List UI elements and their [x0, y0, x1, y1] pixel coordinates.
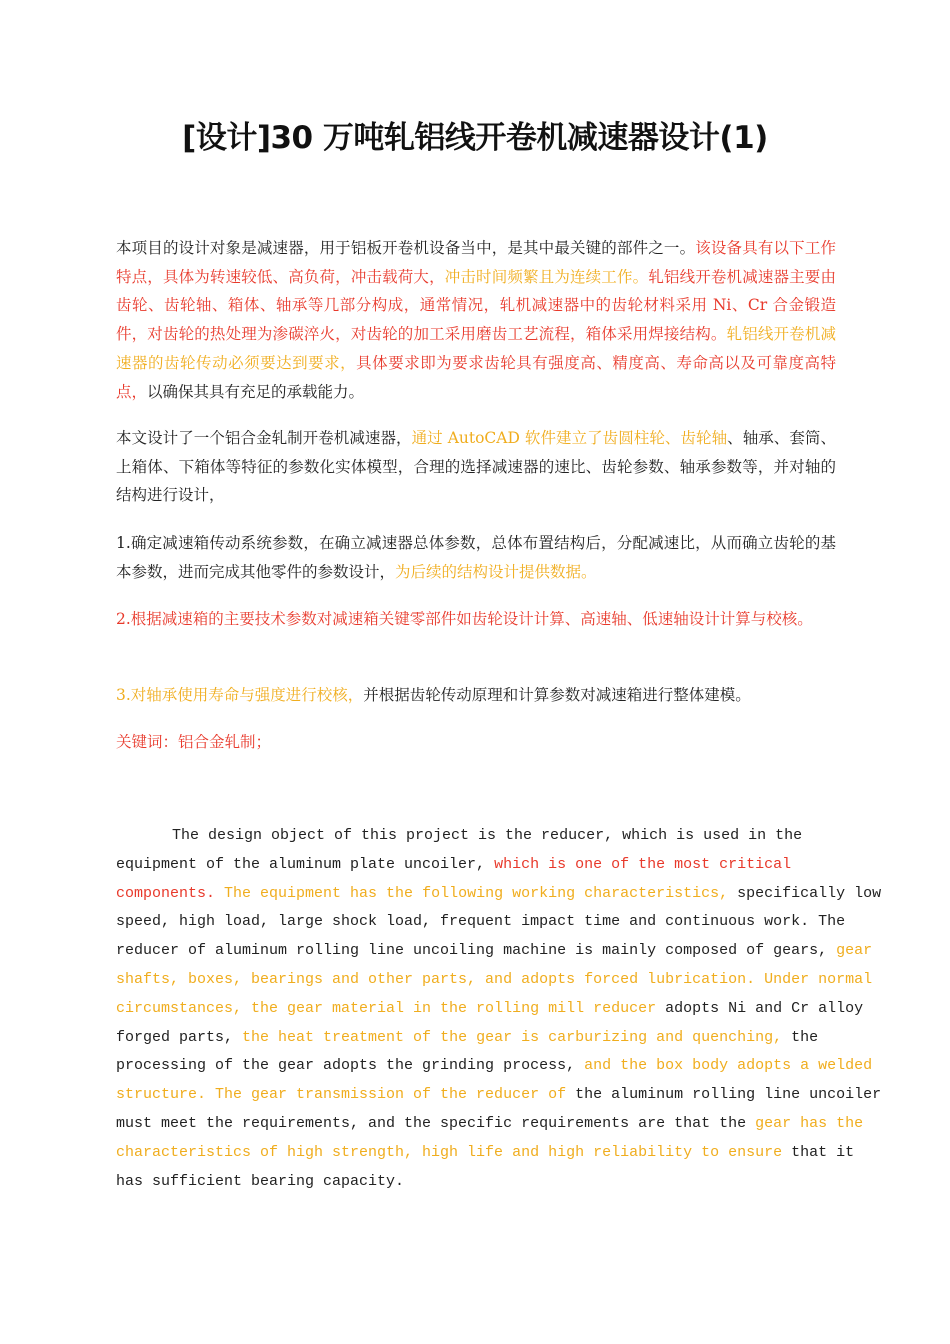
text-run: gear has the [755, 1114, 864, 1132]
text-run: 轧铝线开卷机减速器的齿轮传动必须要达到要求， [116, 325, 836, 372]
text-run: shafts, boxes, bearings and other parts, and adopts forced lubrication. Under normal [116, 970, 873, 988]
text-run: characteristics of high strength, high life and high reliability to ensure [116, 1143, 783, 1161]
text-run: 关键词：铝合金轧制； [116, 733, 272, 751]
english-abstract [116, 822, 882, 1196]
document-title: [设计]30 万吨轧铝线开卷机减速器设计(1) [182, 120, 768, 156]
text-run: 冲击时间频繁且为连续工作。 [444, 267, 649, 286]
english-line [116, 1139, 855, 1168]
text-run: gear [836, 942, 873, 960]
text-run: The design object of this project is the reducer, which is used in the [172, 827, 803, 844]
english-line [116, 995, 864, 1024]
abstract-item-3 [116, 681, 836, 710]
text-run: 轧铝线开卷机减速器主要由齿轮、齿轮轴、箱体、轴承等几部分构成，通常情况，轧机减速器中的齿轮材料采用 Ni、Cr 合金锻造件，对齿轮的热处理为渗碳淬火，对齿轮的加工采用磨齿工艺流程，箱体采用焊接结构。 [116, 267, 836, 344]
abstract-paragraph-2 [116, 424, 836, 510]
text-run: 以确保其具有充足的承载能力。 [147, 382, 365, 401]
text-run: 1.确定减速箱传动系统参数，在确立减速器总体参数，总体布置结构后，分配减速比，从而确立齿轮的基本参数，进而完成其他零件的参数设计， [116, 534, 836, 581]
text-run: circumstances, the gear material in the rolling mill reducer [116, 999, 657, 1017]
text-run: forged parts, [116, 1028, 243, 1046]
english-line [116, 1110, 864, 1139]
text-run: specifically low [728, 884, 882, 902]
text-run: 本项目的设计对象是减速器，用于铝板开卷机设备当中，是其中最关键的部件之一。 [116, 239, 696, 257]
text-run: must meet the requirements, and the specific requirements are that the [116, 1114, 756, 1132]
text-run: 具体要求即为要求齿轮具有强度高、精度高、寿命高以及可靠度高特点， [116, 353, 836, 401]
text-run: reducer of aluminum rolling line uncoiling machine is mainly composed of gears, [116, 942, 837, 960]
english-line [116, 1024, 836, 1053]
text-run: has sufficient bearing capacity. [116, 1172, 405, 1190]
text-run: 2.根据减速箱的主要技术参数对减速箱关键零部件如齿轮设计计算、高速轴、低速轴设计计算与校核。 [116, 610, 813, 628]
english-line [116, 1081, 882, 1110]
text-run: processing of the gear adopts the grinding process, [116, 1057, 585, 1075]
english-line [116, 880, 882, 909]
english-line [116, 1052, 873, 1081]
text-run: 并根据齿轮传动原理和计算参数对减速箱进行整体建模。 [363, 686, 751, 704]
english-line [116, 822, 836, 851]
text-run: 为后续的结构设计提供数据。 [395, 562, 597, 581]
english-line [116, 1168, 836, 1197]
text-run: and the box body adopts a welded [584, 1057, 873, 1075]
text-run: 本文设计了一个铝合金轧制开卷机减速器， [116, 429, 412, 447]
abstract-paragraph-1 [116, 234, 836, 406]
text-run: 、轴承、套筒、上箱体、下箱体等特征的参数化实体模型，合理的选择减速器的速比、齿轮参数、轴承参数等，并对轴的结构进行设计， [116, 429, 836, 505]
text-run: 3.对轴承使用寿命与强度进行校核， [116, 686, 364, 704]
text-run: 通过 AutoCAD 软件建立了齿圆柱轮、齿轮轴 [411, 429, 728, 447]
text-run: adopts Ni and Cr alloy [656, 999, 864, 1017]
text-run: which is one of the most critical [494, 855, 792, 873]
english-line [116, 851, 836, 880]
text-run: equipment of the aluminum plate uncoiler, [116, 855, 495, 873]
text-run: the aluminum rolling line uncoiler [566, 1086, 882, 1104]
text-run: The equipment has the following working characteristics, [224, 884, 729, 902]
text-run: components. [116, 884, 225, 902]
text-run: structure. The gear transmission of the reducer of [116, 1086, 567, 1104]
abstract-item-2 [116, 605, 836, 634]
text-run: speed, high load, large shock load, frequent impact time and continuous work. The [116, 913, 846, 931]
text-run: that it [782, 1143, 855, 1161]
text-run: the heat treatment of the gear is carburizing and quenching, [242, 1028, 783, 1046]
text-run: the [782, 1028, 819, 1046]
text-run: 该设备具有以下工作特点，具体为转速较低、高负荷，冲击载荷大， [116, 239, 836, 286]
keywords-line [116, 728, 836, 757]
english-line [116, 908, 846, 937]
english-line [116, 937, 873, 966]
english-line [116, 966, 873, 995]
abstract-item-1 [116, 529, 836, 586]
